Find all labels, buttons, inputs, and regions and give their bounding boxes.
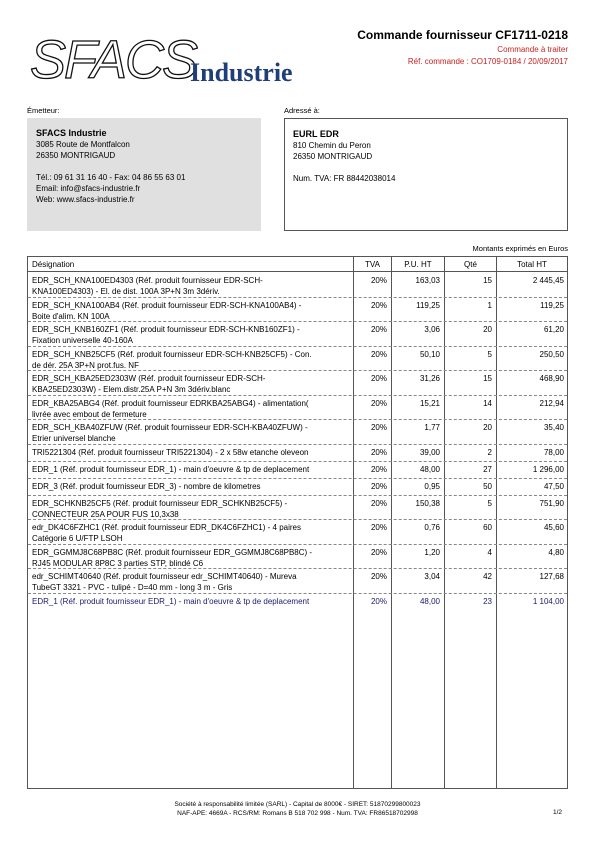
row-unit-price: 150,38: [415, 498, 440, 508]
row-unit-price: 0,76: [424, 523, 440, 532]
row-designation: [32, 481, 350, 492]
row-unit-price: 50,10: [419, 349, 440, 359]
row-unit-price: 48,00: [419, 464, 440, 474]
row-unit-price: 3,04: [424, 572, 440, 581]
row-total: 35,40: [543, 423, 564, 432]
header-designation: Désignation: [32, 260, 75, 269]
row-quantity: 5: [487, 498, 492, 508]
designation-line1: edr_SCHIMT40640 (Réf. produit fournisseur edr_SCHIMT40640) - Mureva: [32, 572, 297, 581]
row-designation: [32, 349, 350, 371]
row-designation: [32, 464, 350, 475]
recipient-name: EURL EDR: [293, 129, 339, 139]
svg-text:Industrie: Industrie: [190, 58, 293, 87]
designation-line2: CONNECTEUR 25A POUR FUS 10,3x38: [32, 509, 179, 519]
sender-email[interactable]: Email: info@sfacs-industrie.fr: [36, 184, 141, 193]
page-number: 1/2: [552, 809, 562, 816]
sender-address-line1: 3085 Route de Montfalcon: [36, 140, 130, 149]
row-unit-price: 163,03: [415, 276, 440, 285]
designation-line1: EDR_SCH_KNA100ED4303 (Réf. produit fournisseur EDR-SCH-: [32, 276, 263, 285]
sender-website[interactable]: Web: www.sfacs-industrie.fr: [36, 195, 135, 204]
row-quantity: 60: [483, 523, 492, 532]
header-quantity: Qté: [464, 260, 477, 269]
company-logo: [28, 28, 318, 90]
row-designation: [32, 398, 350, 420]
designation-line1: EDR_SCH_KNA100AB4 (Réf. produit fournisseur EDR-SCH-KNA100AB4) -: [32, 300, 302, 310]
designation-line1: EDR_GGMMJ8C68PB8C (Réf. produit fournisseur EDR_GGMMJ8C68PB8C) -: [32, 547, 313, 557]
row-separator: [28, 395, 567, 396]
recipient-label: Adressé à:: [284, 106, 320, 115]
sender-phone: Tél.: 09 61 31 16 40 - Fax: 04 86 55 63 01: [36, 173, 186, 182]
designation-line1: EDR_1 (Réf. produit fournisseur EDR_1) - main d'oeuvre & tp de deplacement: [32, 596, 310, 606]
designation-line2: Etrier universel blanche: [32, 434, 116, 443]
row-quantity: 1: [487, 300, 492, 310]
sender-address-line2: 26350 MONTRIGAUD: [36, 151, 116, 160]
row-separator: [28, 519, 567, 520]
designation-line1: TRI5221304 (Réf. produit fournisseur TRI5221304) - 2 x 58w etanche oleveon: [32, 447, 309, 457]
row-total: 751,90: [539, 498, 564, 508]
row-tva: 20%: [370, 547, 387, 557]
header-unit-price: P.U. HT: [404, 260, 432, 269]
row-designation: [32, 324, 350, 346]
designation-line1: EDR_SCH_KNB25CF5 (Réf. produit fournisseur EDR-SCH-KNB25CF5) - Con.: [32, 349, 312, 359]
row-tva: 20%: [370, 398, 387, 408]
row-designation: [32, 447, 350, 458]
row-total: 2 445,45: [532, 276, 564, 285]
row-separator: [28, 444, 567, 445]
row-quantity: 2: [487, 447, 492, 457]
recipient-block: [284, 118, 568, 231]
row-separator: [28, 419, 567, 420]
designation-line2: livrée avec embout de fermeture: [32, 409, 147, 419]
designation-line1: EDR_SCH_KNB160ZF1 (Réf. produit fournisseur EDR-SCH-KNB160ZF1) -: [32, 325, 300, 334]
sender-name: SFACS Industrie: [36, 128, 107, 138]
order-status: Commande à traiter: [497, 45, 568, 54]
row-separator: [28, 297, 567, 298]
designation-line1: EDR_SCH_KBA40ZFUW (Réf. produit fournisseur EDR-SCH-KBA40ZFUW) -: [32, 423, 308, 432]
recipient-address-line2: 26350 MONTRIGAUD: [293, 152, 373, 161]
designation-line2: RJ45 MODULAR 8P8C 3 parties STP, blindé C6: [32, 558, 204, 568]
row-tva: 20%: [370, 523, 387, 532]
recipient-vat: Num. TVA: FR 88442038014: [293, 174, 396, 183]
recipient-address-line1: 810 Chemin du Peron: [293, 141, 371, 150]
document-title: Commande fournisseur CF1711-0218: [357, 28, 568, 42]
row-unit-price: 1,77: [424, 423, 440, 432]
row-tva: 20%: [370, 349, 387, 359]
row-total: 127,68: [539, 572, 564, 581]
row-separator: [28, 495, 567, 496]
row-separator: [28, 593, 567, 594]
header-tva: TVA: [365, 260, 380, 269]
row-unit-price: 39,00: [419, 447, 440, 457]
row-quantity: 42: [483, 572, 492, 581]
header-total: Total HT: [517, 260, 547, 269]
row-total: 250,50: [539, 349, 564, 359]
order-reference: Réf. commande : CO1709-0184 / 20/09/2017: [407, 57, 568, 66]
designation-line2: Boite d'alim. KN 100A: [32, 311, 110, 321]
row-designation: [32, 522, 350, 544]
row-separator: [28, 321, 567, 322]
row-quantity: 4: [487, 547, 492, 557]
designation-line1: EDR_KBA25ABG4 (Réf. produit fournisseur EDRKBA25ABG4) - alimentation(: [32, 398, 309, 408]
row-separator: [28, 544, 567, 545]
designation-line1: edr_DK4C6FZHC1 (Réf. produit fournisseur EDR_DK4C6FZHC1) - 4 paires: [32, 523, 301, 532]
row-quantity: 14: [483, 398, 492, 408]
legal-footer: [0, 800, 595, 818]
designation-line1: EDR_SCHKNB25CF5 (Réf. produit fournisseur EDR_SCHKNB25CF5) -: [32, 498, 288, 508]
row-quantity: 23: [483, 596, 492, 606]
designation-line2: TubeGT 3321 - PVC - tulipé - D=40 mm - long 3 m - Gris: [32, 583, 233, 592]
row-tva: 20%: [370, 498, 387, 508]
row-total: 119,25: [540, 300, 564, 310]
designation-line1: EDR_3 (Réf. produit fournisseur EDR_3) - nombre de kilometres: [32, 481, 261, 491]
row-tva: 20%: [370, 596, 387, 606]
row-designation: [32, 275, 350, 297]
svg-text:SFACS: SFACS: [30, 30, 197, 90]
row-tva: 20%: [370, 481, 387, 491]
row-designation: [32, 498, 350, 520]
row-unit-price: 48,00: [419, 596, 440, 606]
row-quantity: 27: [483, 464, 492, 474]
row-designation: [32, 300, 350, 322]
row-total: 47,50: [543, 481, 564, 491]
row-separator: [28, 461, 567, 462]
row-unit-price: 31,26: [419, 374, 440, 383]
row-tva: 20%: [370, 572, 387, 581]
designation-line2: Fixation universelle 40-160A: [32, 336, 133, 345]
row-total: 1 296,00: [532, 464, 564, 474]
designation-line2: KNA100ED4303) - El. de dist. 100A 3P+N 3m 3dériv.: [32, 287, 220, 296]
footer-line1: Société à responsabilité limitée (SARL) - Capital de 8000€ - SIRET: 51870299800023: [174, 801, 421, 808]
row-quantity: 15: [483, 276, 492, 285]
designation-line2: Catégorie 6 U/FTP LSOH: [32, 534, 123, 543]
order-lines-table: [27, 256, 568, 789]
currency-note: Montants exprimés en Euros: [472, 244, 568, 253]
row-separator: [28, 478, 567, 479]
row-total: 1 104,00: [532, 596, 564, 606]
row-separator: [28, 568, 567, 569]
row-quantity: 20: [483, 423, 492, 432]
row-tva: 20%: [370, 447, 387, 457]
designation-line2: KBA25ED2303W) - Elem.distr.25A P+N 3m 3dériv.blanc: [32, 385, 231, 394]
designation-line1: EDR_SCH_KBA25ED2303W (Réf. produit fournisseur EDR-SCH-: [32, 374, 266, 383]
row-designation: [32, 571, 350, 593]
row-separator: [28, 346, 567, 347]
row-tva: 20%: [370, 374, 387, 383]
row-designation: [32, 547, 350, 569]
row-total: 61,20: [543, 325, 564, 334]
designation-line2: de dér. 25A 3P+N prot.fus. NF: [32, 360, 139, 370]
row-total: 4,80: [548, 547, 564, 557]
row-total: 78,00: [543, 447, 564, 457]
row-designation: [32, 596, 350, 607]
row-unit-price: 15,21: [419, 398, 440, 408]
row-quantity: 50: [483, 481, 492, 491]
row-total: 212,94: [539, 398, 564, 408]
row-quantity: 20: [483, 325, 492, 334]
row-unit-price: 1,20: [424, 547, 440, 557]
row-quantity: 5: [487, 349, 492, 359]
row-tva: 20%: [370, 276, 387, 285]
row-tva: 20%: [370, 325, 387, 334]
row-designation: [32, 422, 350, 444]
row-total: 45,60: [543, 523, 564, 532]
row-designation: [32, 373, 350, 395]
row-unit-price: 3,06: [424, 325, 440, 334]
row-quantity: 15: [483, 374, 492, 383]
row-tva: 20%: [370, 300, 387, 310]
footer-line2: NAF-APE: 4669A - RCS/RM: Romans B 518 702 998 - Num. TVA: FR86518702998: [177, 810, 418, 817]
sender-block: [27, 118, 261, 231]
row-unit-price: 119,25: [416, 300, 440, 310]
row-unit-price: 0,95: [424, 481, 440, 491]
row-tva: 20%: [370, 423, 387, 432]
designation-line1: EDR_1 (Réf. produit fournisseur EDR_1) - main d'oeuvre & tp de deplacement: [32, 464, 310, 474]
row-separator: [28, 370, 567, 371]
sender-label: Émetteur:: [27, 106, 60, 115]
row-tva: 20%: [370, 464, 387, 474]
row-total: 468,90: [539, 374, 564, 383]
